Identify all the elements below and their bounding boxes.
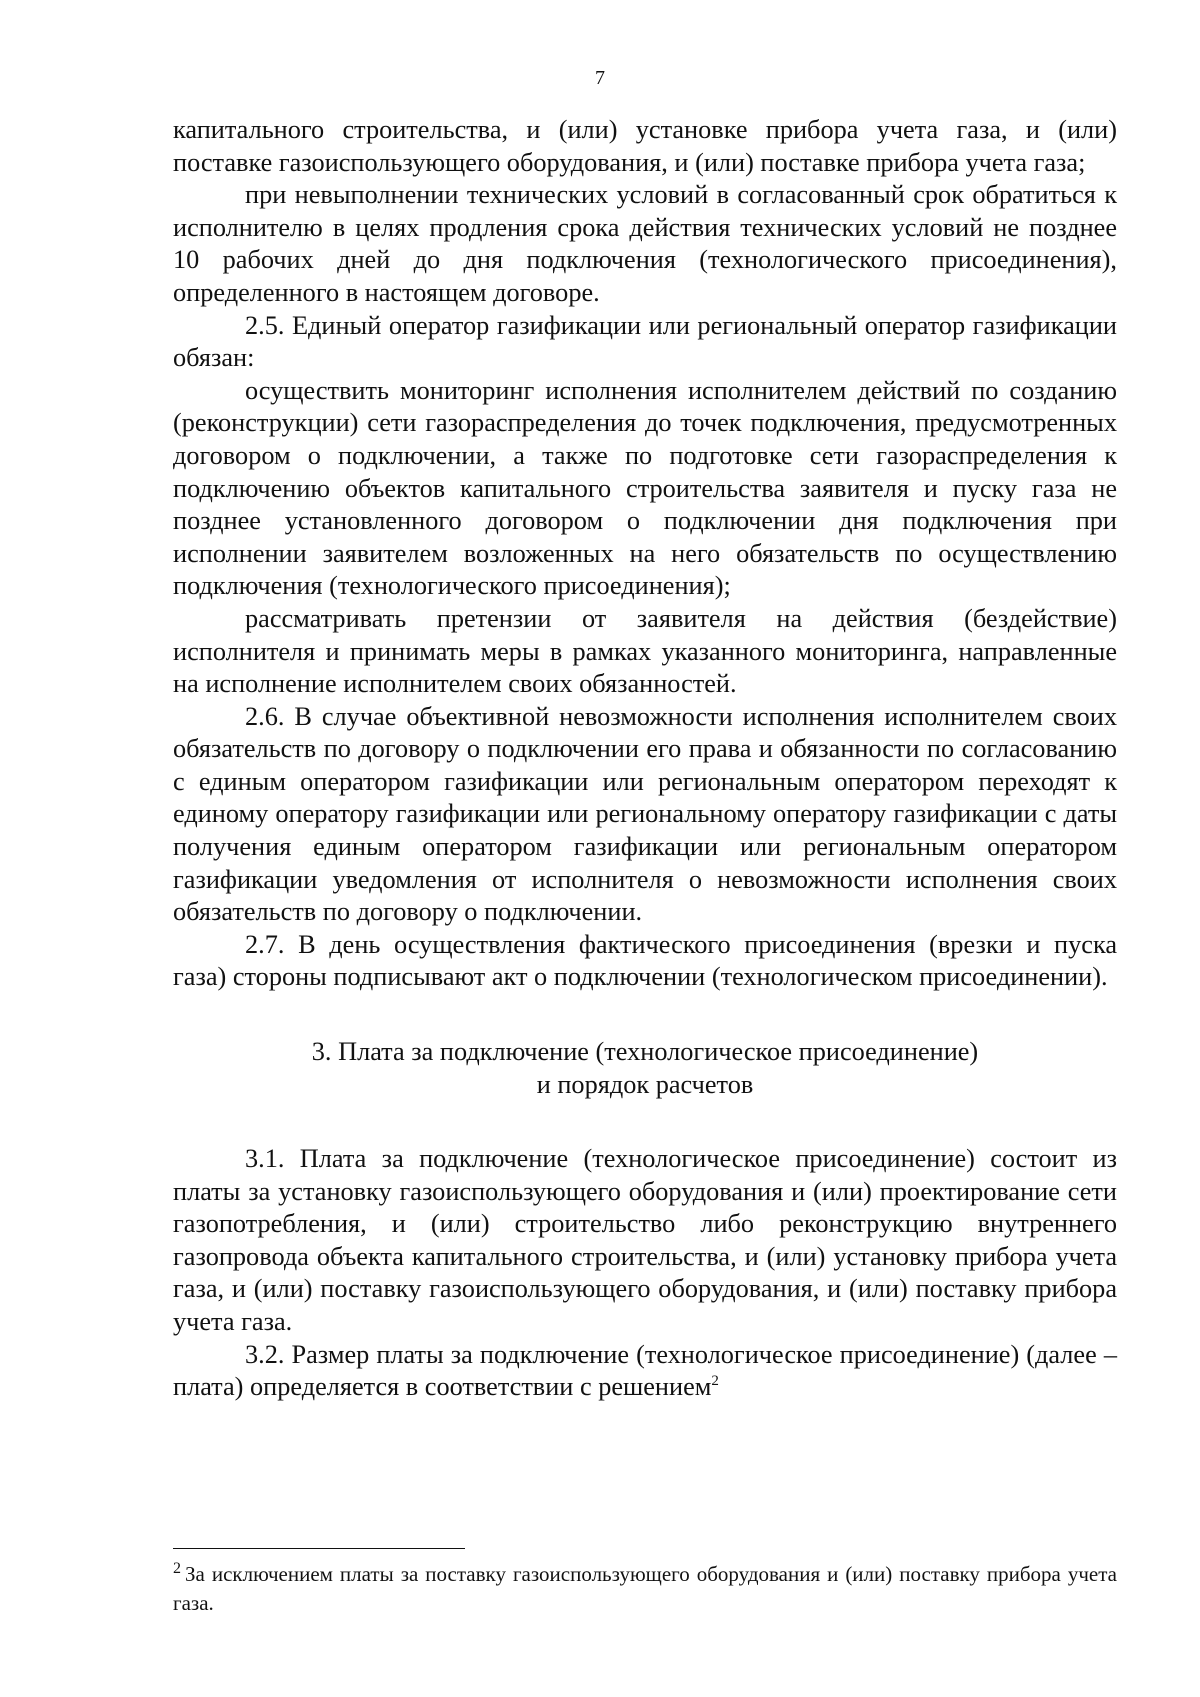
- document-body: [173, 114, 1117, 1404]
- paragraph-2-7: 2.7. В день осуществления фактического присоединения (врезки и пуска газа) стороны подписывают акт о подключении (технологическом присоединении).: [173, 929, 1117, 992]
- section-3-heading: [173, 1035, 1117, 1101]
- paragraph-2-6: 2.6. В случае объективной невозможности исполнения исполнителем своих обязательств по договору о подключении его права и обязанности по согласованию с единым оператором газификации или региональным оператором переходят к единому оператору газификации или региональному оператору газификации с даты получения единым оператором газификации или региональным оператором газификации уведомления от исполнителя о невозможности исполнения своих обязательств по договору о подключении.: [173, 701, 1117, 927]
- paragraph-monitoring: осуществить мониторинг исполнения исполнителем действий по созданию (реконструкции) сети газораспределения до точек подключения, предусмотренных договором о подключении, а также по подготовке сети газораспределения к подключению объектов капитального строительства заявителя и пуску газа не позднее установленного договором о подключении дня подключения при исполнении заявителем возложенных на него обязательств по осуществлению подключения (технологического присоединения);: [173, 375, 1117, 601]
- paragraph-continuation: капитального строительства, и (или) установке прибора учета газа, и (или) поставке газоиспользующего оборудования, и (или) поставке прибора учета газа;: [173, 115, 1117, 177]
- paragraph-claims: рассматривать претензии от заявителя на действия (бездействие) исполнителя и принимать меры в рамках указанного мониторинга, направленные на исполнение исполнителем своих обязанностей.: [173, 603, 1117, 699]
- paragraph-3-2: [173, 1339, 1117, 1404]
- paragraph-3-1: 3.1. Плата за подключение (технологическое присоединение) состоит из платы за установку газоиспользующего оборудования и (или) проектирование сети газопотребления, и (или) строительство либо реконструкцию внутреннего газопровода объекта капитального строительства, и (или) установку прибора учета газа, и (или) поставку газоиспользующего оборудования, и (или) поставку прибора учета газа.: [173, 1144, 1117, 1336]
- footnote-reference[interactable]: 2: [711, 1373, 719, 1390]
- paragraph-3-2-text: 3.2. Размер платы за подключение (технологическое присоединение) (далее – плата) определяется в соответствии с решением: [173, 1339, 1117, 1402]
- footnote: [173, 1560, 1117, 1618]
- page-number: 7: [595, 67, 605, 89]
- paragraph-tech-conditions: при невыполнении технических условий в согласованный срок обратиться к исполнителю в целях продления срока действия технических условий не позднее 10 рабочих дней до дня подключения (технологического присоединения), определенного в настоящем договоре.: [173, 180, 1117, 307]
- footnote-text: За исключением платы за поставку газоиспользующего оборудования и (или) поставку прибора учета газа.: [173, 1562, 1117, 1615]
- footnote-divider: [173, 1548, 465, 1549]
- footnote-number: 2: [173, 1560, 181, 1577]
- section-3-heading-line-1: 3. Плата за подключение (технологическое присоединение): [311, 1037, 979, 1067]
- section-3-heading-line-2: и порядок расчетов: [536, 1070, 754, 1100]
- paragraph-2-5: 2.5. Единый оператор газификации или региональный оператор газификации обязан:: [173, 310, 1117, 373]
